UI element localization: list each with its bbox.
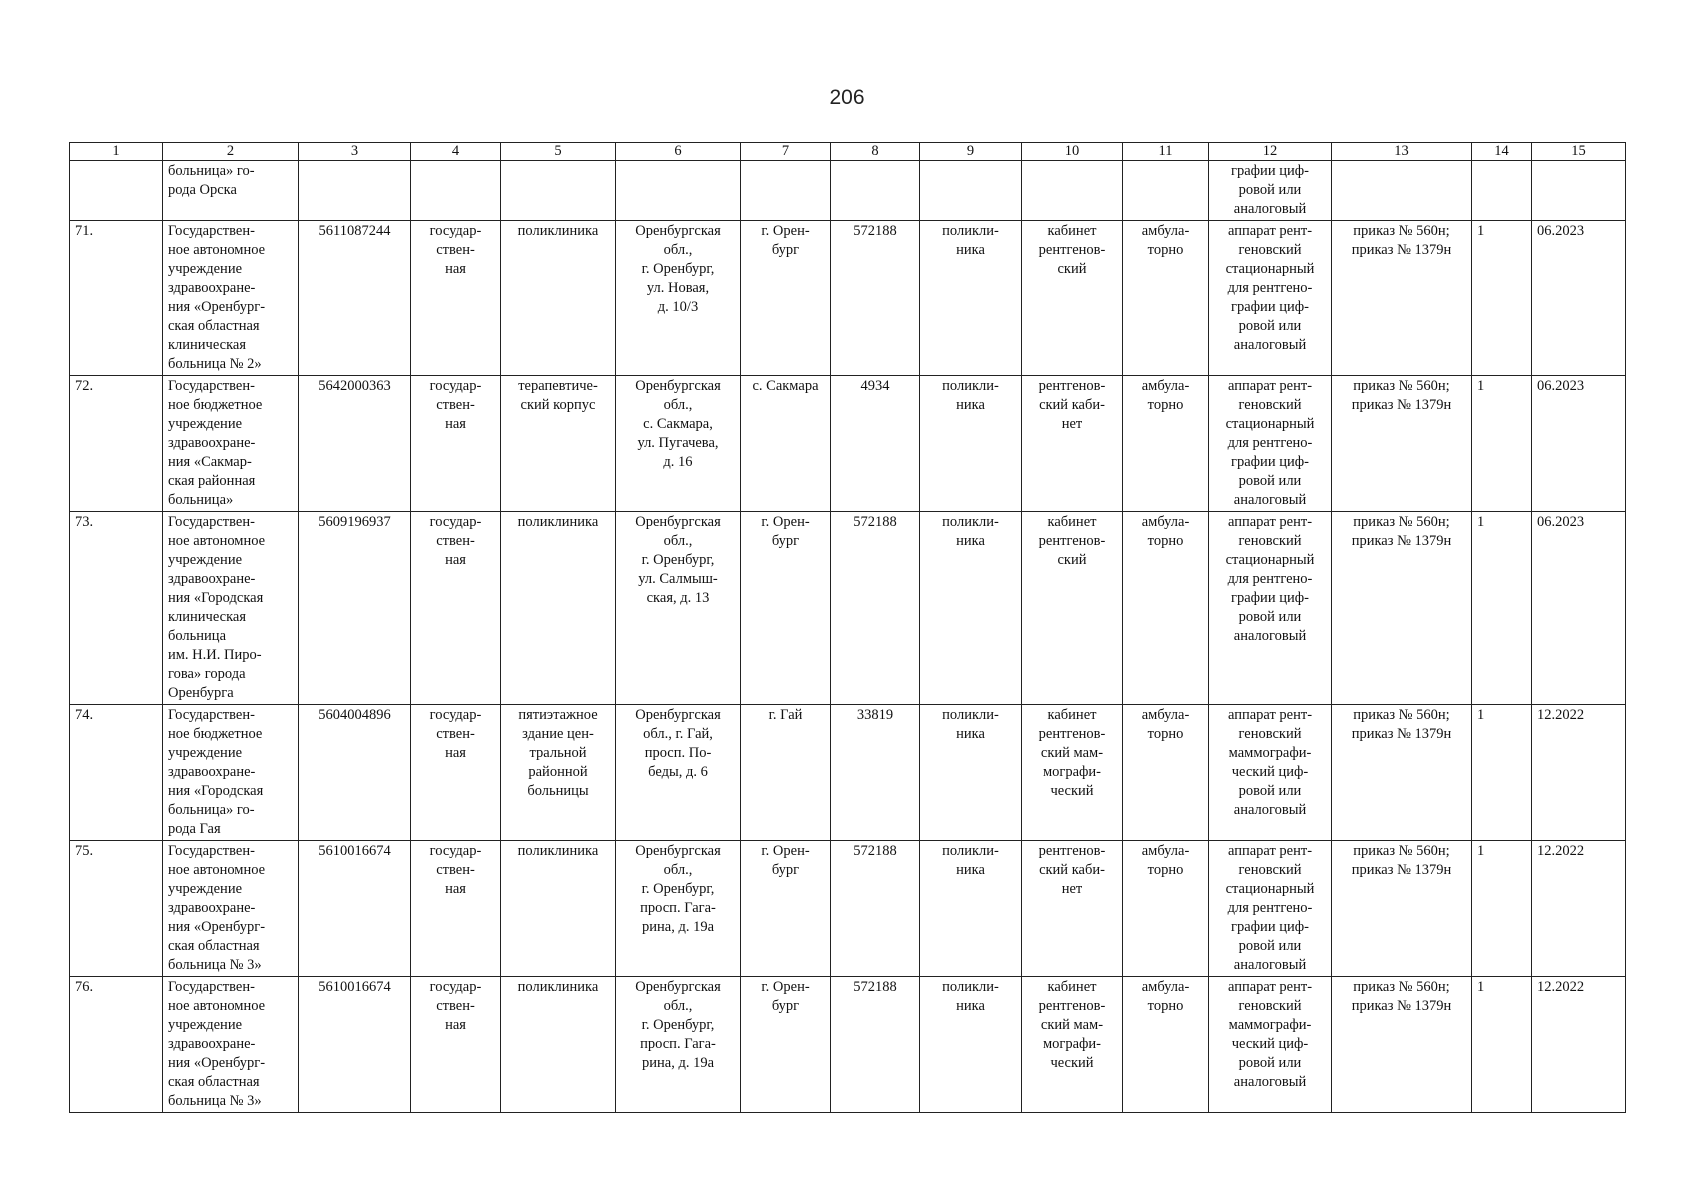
building-cell: пятиэтажное здание цен- тральной районной больницы [501,705,616,841]
building-cell: поликлиника [501,512,616,705]
date-cell: 06.2023 [1532,512,1626,705]
building-cell: поликлиника [501,977,616,1113]
column-header: 7 [741,143,831,161]
column-header: 6 [616,143,741,161]
org-name-cell: Государствен- ное бюджетное учреждение здравоохране- ния «Городская больница» го- рода Гая [163,705,299,841]
order-cell: приказ № 560н; приказ № 1379н [1332,977,1472,1113]
population-cell: 4934 [831,376,920,512]
column-number-row [70,143,1626,161]
ownership-cell: государ- ствен- ная [411,705,501,841]
order-cell: приказ № 560н; приказ № 1379н [1332,376,1472,512]
org-name-cell: Государствен- ное автономное учреждение здравоохране- ния «Оренбург- ская областная больница № 3» [163,977,299,1113]
ownership-cell: государ- ствен- ная [411,221,501,376]
org-name-cell: Государствен- ное автономное учреждение здравоохране- ния «Оренбург- ская областная клиническая больница № 2» [163,221,299,376]
continuation-row [70,161,1626,221]
equipment-cell: аппарат рент- геновский маммографи- ческий циф- ровой или аналоговый [1209,705,1332,841]
locality-cell: г. Орен- бург [741,977,831,1113]
building-cell: поликлиника [501,221,616,376]
quantity-cell: 1 [1472,221,1532,376]
population-cell: 572188 [831,512,920,705]
care-type-cell: амбула- торно [1123,977,1209,1113]
equipment-cell: аппарат рент- геновский стационарный для рентгено- графии циф- ровой или аналоговый [1209,512,1332,705]
care-type-cell: амбула- торно [1123,221,1209,376]
building-cell: поликлиника [501,841,616,977]
order-cell: приказ № 560н; приказ № 1379н [1332,512,1472,705]
address-cell: Оренбургская обл., г. Оренбург, ул. Салмыш- ская, д. 13 [616,512,741,705]
column-header: 3 [299,143,411,161]
population-cell: 572188 [831,221,920,376]
ownership-cell: государ- ствен- ная [411,512,501,705]
table-cell [616,161,741,221]
population-cell: 33819 [831,705,920,841]
table-cell [70,161,163,221]
column-header: 10 [1022,143,1123,161]
address-cell: Оренбургская обл., г. Оренбург, просп. Гага- рина, д. 19а [616,841,741,977]
room-cell: кабинет рентгенов- ский [1022,512,1123,705]
org-name-cell: больница» го- рода Орска [163,161,299,221]
locality-cell: г. Орен- бург [741,512,831,705]
quantity-cell: 1 [1472,376,1532,512]
table-cell [299,161,411,221]
org-name-cell: Государствен- ное автономное учреждение здравоохране- ния «Оренбург- ская областная больница № 3» [163,841,299,977]
order-cell: приказ № 560н; приказ № 1379н [1332,221,1472,376]
column-header: 13 [1332,143,1472,161]
row-number-cell: 72. [70,376,163,512]
address-cell: Оренбургская обл., с. Сакмара, ул. Пугачева, д. 16 [616,376,741,512]
table-cell [1472,161,1532,221]
table-row [70,512,1626,705]
date-cell: 12.2022 [1532,705,1626,841]
care-type-cell: амбула- торно [1123,376,1209,512]
table-row [70,977,1626,1113]
address-cell: Оренбургская обл., г. Оренбург, ул. Новая, д. 10/3 [616,221,741,376]
org-name-cell: Государствен- ное автономное учреждение здравоохране- ния «Городская клиническая больница им. Н.И. Пиро- гова» города Оренбурга [163,512,299,705]
locality-cell: г. Орен- бург [741,221,831,376]
table-row [70,841,1626,977]
column-header: 5 [501,143,616,161]
unit-cell: поликли- ника [920,512,1022,705]
table-cell [1123,161,1209,221]
care-type-cell: амбула- торно [1123,841,1209,977]
date-cell: 12.2022 [1532,977,1626,1113]
date-cell: 06.2023 [1532,221,1626,376]
table-cell [1022,161,1123,221]
population-cell: 572188 [831,841,920,977]
locality-cell: г. Гай [741,705,831,841]
column-header: 8 [831,143,920,161]
inn-cell: 5610016674 [299,841,411,977]
inn-cell: 5609196937 [299,512,411,705]
unit-cell: поликли- ника [920,841,1022,977]
locality-cell: с. Сакмара [741,376,831,512]
column-header: 12 [1209,143,1332,161]
equipment-cell: графии циф- ровой или аналоговый [1209,161,1332,221]
order-cell: приказ № 560н; приказ № 1379н [1332,841,1472,977]
address-cell: Оренбургская обл., г. Оренбург, просп. Гага- рина, д. 19а [616,977,741,1113]
locality-cell: г. Орен- бург [741,841,831,977]
column-header: 14 [1472,143,1532,161]
row-number-cell: 71. [70,221,163,376]
inn-cell: 5611087244 [299,221,411,376]
address-cell: Оренбургская обл., г. Гай, просп. По- беды, д. 6 [616,705,741,841]
room-cell: кабинет рентгенов- ский [1022,221,1123,376]
org-name-cell: Государствен- ное бюджетное учреждение здравоохране- ния «Сакмар- ская районная больница» [163,376,299,512]
column-header: 9 [920,143,1022,161]
ownership-cell: государ- ствен- ная [411,977,501,1113]
row-number-cell: 76. [70,977,163,1113]
quantity-cell: 1 [1472,977,1532,1113]
table-cell [741,161,831,221]
row-number-cell: 75. [70,841,163,977]
row-number-cell: 73. [70,512,163,705]
table-cell [501,161,616,221]
quantity-cell: 1 [1472,705,1532,841]
inn-cell: 5604004896 [299,705,411,841]
unit-cell: поликли- ника [920,376,1022,512]
inn-cell: 5610016674 [299,977,411,1113]
population-cell: 572188 [831,977,920,1113]
column-header: 2 [163,143,299,161]
order-cell: приказ № 560н; приказ № 1379н [1332,705,1472,841]
building-cell: терапевтиче- ский корпус [501,376,616,512]
care-type-cell: амбула- торно [1123,512,1209,705]
ownership-cell: государ- ствен- ная [411,841,501,977]
equipment-cell: аппарат рент- геновский стационарный для рентгено- графии циф- ровой или аналоговый [1209,221,1332,376]
date-cell: 12.2022 [1532,841,1626,977]
table-cell [831,161,920,221]
ownership-cell: государ- ствен- ная [411,376,501,512]
page-number: 206 [829,86,865,109]
room-cell: рентгенов- ский каби- нет [1022,376,1123,512]
column-header: 1 [70,143,163,161]
equipment-cell: аппарат рент- геновский маммографи- ческий циф- ровой или аналоговый [1209,977,1332,1113]
equipment-cell: аппарат рент- геновский стационарный для рентгено- графии циф- ровой или аналоговый [1209,376,1332,512]
table-row [70,705,1626,841]
document-table [69,142,1626,1113]
inn-cell: 5642000363 [299,376,411,512]
table-cell [920,161,1022,221]
table-cell [1532,161,1626,221]
date-cell: 06.2023 [1532,376,1626,512]
table-row [70,221,1626,376]
equipment-cell: аппарат рент- геновский стационарный для рентгено- графии циф- ровой или аналоговый [1209,841,1332,977]
table-cell [1332,161,1472,221]
column-header: 11 [1123,143,1209,161]
room-cell: рентгенов- ский каби- нет [1022,841,1123,977]
room-cell: кабинет рентгенов- ский мам- мографи- ческий [1022,977,1123,1113]
table-cell [411,161,501,221]
unit-cell: поликли- ника [920,705,1022,841]
room-cell: кабинет рентгенов- ский мам- мографи- ческий [1022,705,1123,841]
quantity-cell: 1 [1472,512,1532,705]
column-header: 4 [411,143,501,161]
unit-cell: поликли- ника [920,221,1022,376]
row-number-cell: 74. [70,705,163,841]
quantity-cell: 1 [1472,841,1532,977]
unit-cell: поликли- ника [920,977,1022,1113]
table-row [70,376,1626,512]
column-header: 15 [1532,143,1626,161]
care-type-cell: амбула- торно [1123,705,1209,841]
